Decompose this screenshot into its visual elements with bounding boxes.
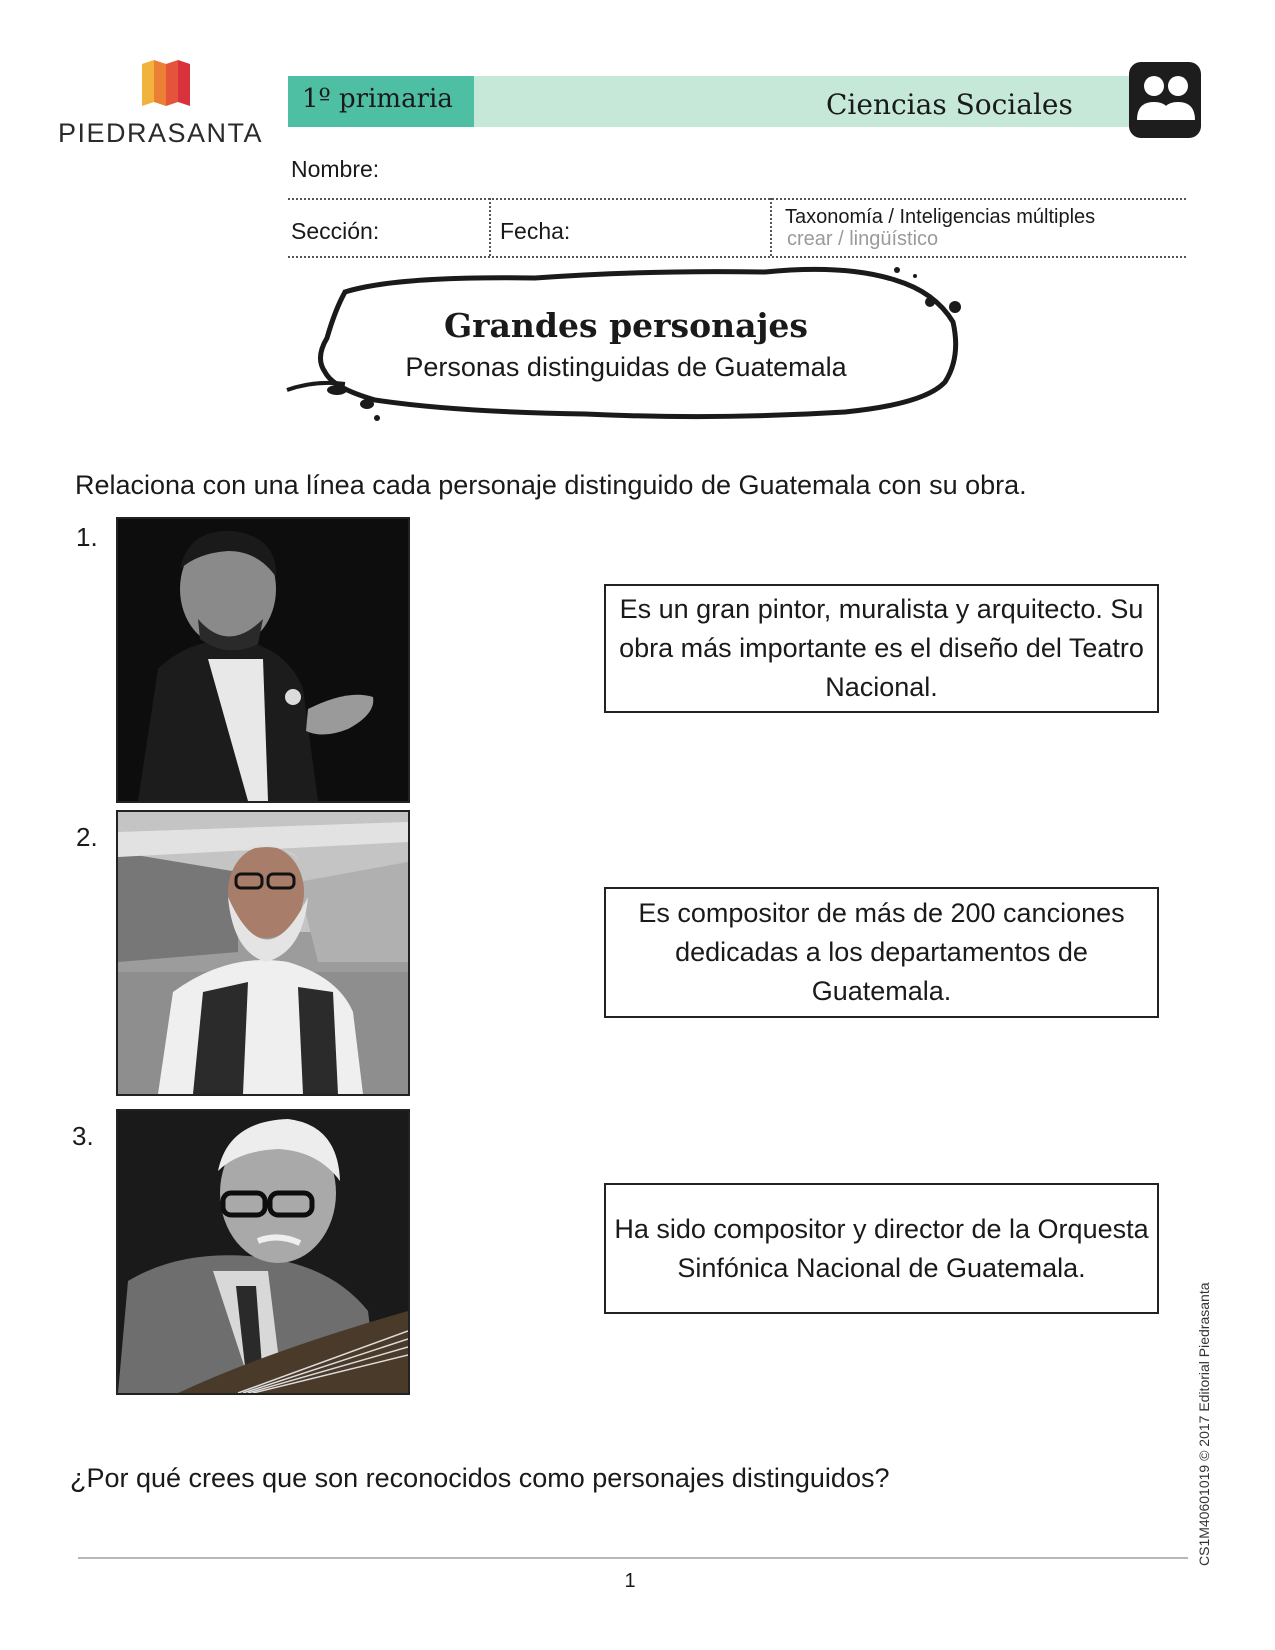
footer-divider [78, 1557, 1188, 1559]
photo-portrait-3 [116, 1109, 410, 1395]
item-number: 2. [76, 822, 98, 852]
form-divider [288, 198, 1186, 200]
form-divider [288, 256, 1186, 258]
seccion-label: Sección: [291, 218, 380, 244]
reflection-question: ¿Por qué crees que son reconocidos como personajes distinguidos? [70, 1463, 890, 1493]
form-divider [489, 198, 491, 256]
answer-box-2[interactable]: Es compositor de más de 200 canciones dedicadas a los departamentos de Guatemala. [604, 887, 1159, 1018]
copyright-code: CS1M40601019 © 2017 Editorial Piedrasanta [1196, 1282, 1212, 1566]
page-number: 1 [624, 1570, 636, 1592]
group-people-icon [1125, 58, 1205, 142]
subject-title: Ciencias Sociales [826, 88, 1073, 121]
answer-box-1[interactable]: Es un gran pintor, muralista y arquitecto. Su obra más importante es el diseño del Teatro Nacional. [604, 584, 1159, 713]
instruction-text: Relaciona con una línea cada personaje distinguido de Guatemala con su obra. [75, 470, 1027, 500]
answer-box-3[interactable]: Ha sido compositor y director de la Orquesta Sinfónica Nacional de Guatemala. [604, 1183, 1159, 1314]
nombre-label: Nombre: [291, 156, 380, 182]
portrait-elderly-man-guitar [118, 1111, 408, 1393]
portrait-bearded-man-vest [118, 812, 408, 1094]
portrait-man-tuxedo [118, 519, 408, 801]
taxonomy-label: Taxonomía / Inteligencias múltiples [785, 206, 1096, 228]
title-cloud-frame [285, 262, 965, 430]
worksheet-title: Grandes personajes [443, 306, 808, 345]
item-number: 1. [76, 522, 98, 552]
brand-name: PIEDRASANTA [58, 118, 264, 148]
form-divider [770, 198, 772, 256]
photo-portrait-2 [116, 810, 410, 1096]
fecha-label: Fecha: [500, 218, 571, 244]
photo-portrait-1 [116, 517, 410, 803]
taxonomy-value: crear / lingüístico [787, 228, 939, 250]
grade-label: 1º primaria [302, 84, 453, 114]
piedrasanta-logo-icon [140, 58, 192, 108]
item-number: 3. [72, 1121, 94, 1151]
worksheet-subtitle: Personas distinguidas de Guatemala [405, 352, 847, 382]
